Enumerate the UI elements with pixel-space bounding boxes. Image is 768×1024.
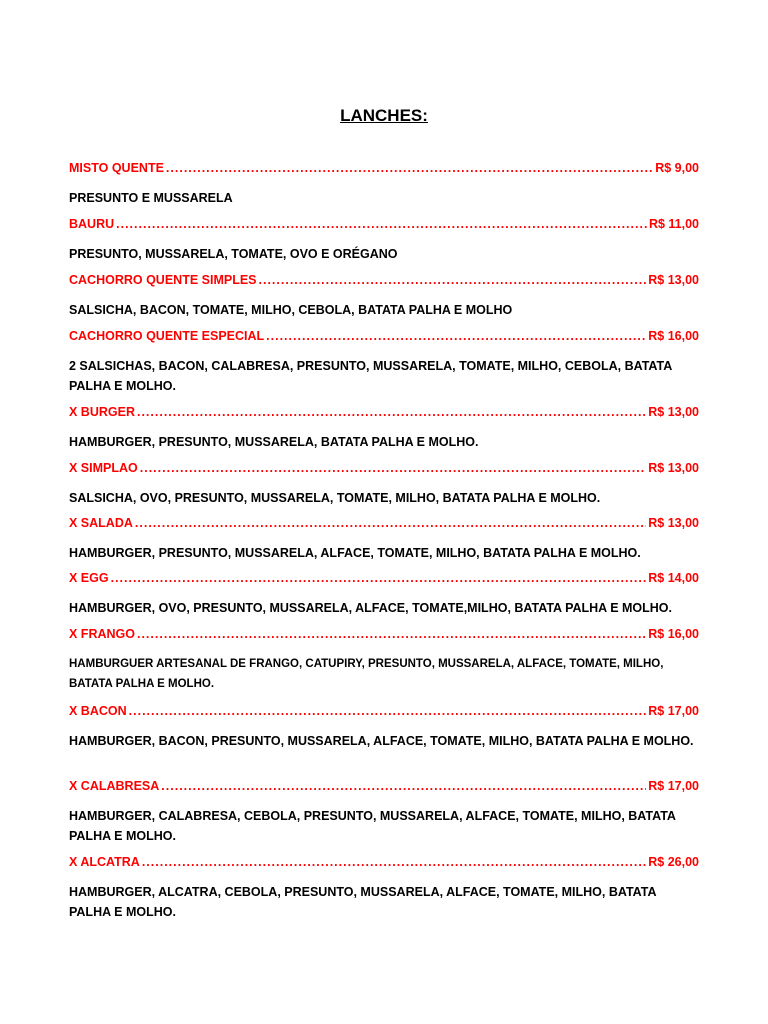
dot-leader xyxy=(266,328,646,344)
item-price: R$ 16,00 xyxy=(648,627,699,641)
menu-item-x-simplao xyxy=(69,460,699,508)
menu-item-x-frango xyxy=(69,626,699,694)
item-description: HAMBURGER, ALCATRA, CEBOLA, PRESUNTO, MUSSARELA, ALFACE, TOMATE, MILHO, BATATA PALHA E MOLHO. xyxy=(69,885,657,919)
dot-leader xyxy=(161,778,646,794)
menu-item-header xyxy=(69,515,699,531)
item-name: CACHORRO QUENTE ESPECIAL xyxy=(69,329,265,343)
item-description: HAMBURGER, PRESUNTO, MUSSARELA, BATATA PALHA E MOLHO. xyxy=(69,435,479,449)
item-name: X CALABRESA xyxy=(69,779,160,793)
dot-leader xyxy=(111,570,647,586)
page-title: LANCHES: xyxy=(340,106,428,125)
dot-leader xyxy=(166,160,653,176)
item-description: PRESUNTO, MUSSARELA, TOMATE, OVO E ORÉGANO xyxy=(69,247,398,261)
item-name: X SIMPLAO xyxy=(69,461,138,475)
menu-item-header xyxy=(69,460,699,476)
item-description: HAMBURGER, BACON, PRESUNTO, MUSSARELA, ALFACE, TOMATE, MILHO, BATATA PALHA E MOLHO. xyxy=(69,734,694,748)
item-name: X FRANGO xyxy=(69,627,135,641)
item-name: MISTO QUENTE xyxy=(69,161,164,175)
dot-leader xyxy=(137,404,646,420)
item-name: X BURGER xyxy=(69,405,135,419)
item-name: X BACON xyxy=(69,704,127,718)
menu-item-header xyxy=(69,216,699,232)
item-price: R$ 17,00 xyxy=(648,704,699,718)
menu-item-x-calabresa xyxy=(69,778,699,846)
menu-item-x-bacon xyxy=(69,703,699,751)
item-name: X SALADA xyxy=(69,516,133,530)
item-name: X ALCATRA xyxy=(69,855,140,869)
item-price: R$ 11,00 xyxy=(648,217,699,231)
item-description: HAMBURGUER ARTESANAL DE FRANGO, CATUPIRY, PRESUNTO, MUSSARELA, ALFACE, TOMATE, MILHO, BATATA PALHA E MOLHO. xyxy=(69,658,664,690)
menu-item-x-alcatra xyxy=(69,854,699,922)
item-price: R$ 16,00 xyxy=(648,329,699,343)
item-description: SALSICHA, BACON, TOMATE, MILHO, CEBOLA, BATATA PALHA E MOLHO xyxy=(69,303,513,317)
menu-item-header xyxy=(69,854,699,870)
dot-leader xyxy=(259,272,647,288)
item-price: R$ 14,00 xyxy=(648,571,699,585)
menu-item-misto-quente xyxy=(69,160,699,208)
menu-item-header xyxy=(69,328,699,344)
menu-item-cachorro-quente-especial xyxy=(69,328,699,396)
item-description: HAMBURGER, PRESUNTO, MUSSARELA, ALFACE, TOMATE, MILHO, BATATA PALHA E MOLHO. xyxy=(69,546,641,560)
item-price: R$ 13,00 xyxy=(648,273,699,287)
menu-item-x-salada xyxy=(69,515,699,563)
item-price: R$ 13,00 xyxy=(648,516,699,530)
item-price: R$ 13,00 xyxy=(648,461,699,475)
dot-leader xyxy=(135,515,646,531)
item-name: BAURU xyxy=(69,217,115,231)
dot-leader xyxy=(116,216,647,232)
menu-item-header xyxy=(69,626,699,642)
item-name: X EGG xyxy=(69,571,109,585)
dot-leader xyxy=(140,460,647,476)
menu-item-header xyxy=(69,570,699,586)
item-description: HAMBURGER, OVO, PRESUNTO, MUSSARELA, ALFACE, TOMATE,MILHO, BATATA PALHA E MOLHO. xyxy=(69,601,673,615)
menu-item-header xyxy=(69,160,699,176)
item-description: 2 SALSICHAS, BACON, CALABRESA, PRESUNTO, MUSSARELA, TOMATE, MILHO, CEBOLA, BATATA PALHA E MOLHO. xyxy=(69,359,672,393)
menu-item-header xyxy=(69,778,699,794)
item-price: R$ 13,00 xyxy=(648,405,699,419)
item-price: R$ 9,00 xyxy=(655,161,699,175)
item-name: CACHORRO QUENTE SIMPLES xyxy=(69,273,257,287)
item-price: R$ 26,00 xyxy=(648,855,699,869)
menu-item-header xyxy=(69,272,699,288)
item-description: PRESUNTO E MUSSARELA xyxy=(69,191,233,205)
menu-item-cachorro-quente-simples xyxy=(69,272,699,320)
item-price: R$ 17,00 xyxy=(648,779,699,793)
dot-leader xyxy=(137,626,646,642)
menu-item-bauru xyxy=(69,216,699,264)
menu-item-header xyxy=(69,703,699,719)
menu-item-x-burger xyxy=(69,404,699,452)
dot-leader xyxy=(129,703,647,719)
menu-item-x-egg xyxy=(69,570,699,618)
item-description: SALSICHA, OVO, PRESUNTO, MUSSARELA, TOMATE, MILHO, BATATA PALHA E MOLHO. xyxy=(69,491,601,505)
item-description: HAMBURGER, CALABRESA, CEBOLA, PRESUNTO, MUSSARELA, ALFACE, TOMATE, MILHO, BATATA PALHA E MOLHO. xyxy=(69,809,676,843)
dot-leader xyxy=(142,854,646,870)
menu-item-header xyxy=(69,404,699,420)
